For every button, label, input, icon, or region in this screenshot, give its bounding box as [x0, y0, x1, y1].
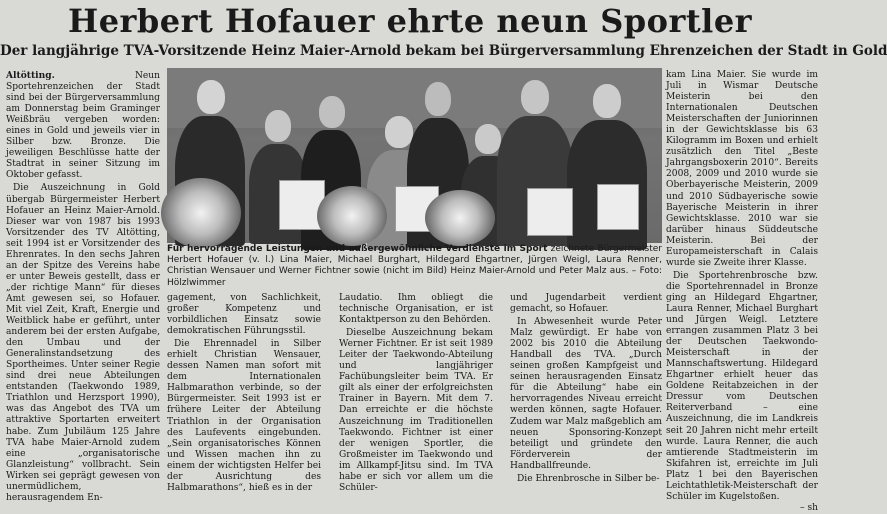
certificate — [597, 184, 639, 230]
paragraph: Die Ehrenbrosche in Silber be- — [517, 473, 660, 484]
article-subheadline: Der langjährige TVA-Vorsitzende Heinz Maier-Arnold bekam bei Bürgerversammlung Ehrenzeichen der Stadt in Gold — [0, 43, 887, 59]
paragraph: und Jugendarbeit verdient gemacht, so Hofauer. — [510, 293, 662, 315]
author-signature: – sh — [800, 502, 818, 513]
column-4 — [510, 293, 662, 484]
flower-bouquet — [317, 186, 387, 246]
flower-bouquet — [161, 178, 241, 248]
paragraph: Laudatio. Ihm obliegt die technische Organisation, er ist Kontaktperson zu den Behörden. — [339, 293, 493, 326]
paragraph: kam Lina Maier. Sie wurde im Juli in Wismar Deutsche Meisterin bei den Internationalen Deutschen Meisterschaften der Juniorinnen in der Gewichtsklasse bis 63 Kilogramm im Boxen und erhielt zusätzlich den Titel „Beste Jahrgangsboxerin 2010“. Bereits 2008, 2009 und 2010 wurde sie Oberbayerische Meisterin, 2009 und 2010 Südbayerische sowie Bayerische Meisterin in ihrer Gewichtsklasse. 2010 war sie darüber hinaus Süddeutsche Meisterin. Bei der Europameisterschaft in Calais wurde sie Zweite ihrer Klasse. — [666, 70, 818, 268]
paragraph: gagement, von Sachlichkeit, großer Kompetenz und vorbildlichen Einsatz sowie demokratischen Führungsstil. — [167, 293, 321, 337]
dateline: Altötting. — [6, 70, 55, 81]
article-headline: Herbert Hofauer ehrte neun Sportler — [67, 2, 753, 40]
column-2 — [167, 293, 321, 493]
photo-caption: Für hervorragende Leistungen und außergewöhnliche Verdienste im Sport zeichnete Bürgermeister Herbert Hofauer (v. l.) Lina Maier, Michael Burghart, Hildegard Ehgartner, Jürgen Weigl, Laura Renner, Christian Wensauer und Werner Fichtner sowie (nicht im Bild) Heinz Maier-Arnold und Peter Malz aus. – Foto: Hölzlwimmer — [167, 244, 662, 288]
article-photo — [167, 68, 662, 243]
paragraph: In Abwesenheit wurde Peter Malz gewürdigt. Er habe von 2002 bis 2010 die Abteilung Handball des TVA. „Durch seinen großen Kampfgeist und seinen herausragenden Einsatz für die Abteilung“ habe ein hervorragendes Niveau erreicht werden können, sagte Hofauer. Zudem war Malz maßgeblich am neuen Sponsoring-Konzept beteiligt und gründete den Förderverein der Handballfreunde. — [510, 317, 662, 471]
column-5 — [666, 70, 818, 513]
paragraph: Die Ehrennadel in Silber erhielt Christian Wensauer, dessen Namen man sofort mit dem Internationalen Halbmarathon verbinde, so der Bürgermeister. Seit 1993 ist er frühere Leiter der Abteilung Triathlon in der Organisation des Laufevents eingebunden. „Sein organisatorisches Können und Wissen machen ihn zu einem der wichtigsten Helfer bei der Ausrichtung des Halbmarathons“, hieß es in der — [167, 339, 321, 493]
certificate — [527, 188, 573, 236]
flower-bouquet — [425, 190, 495, 246]
column-1 — [6, 70, 160, 503]
column-3 — [339, 293, 493, 493]
paragraph: Die Auszeichnung in Gold übergab Bürgermeister Herbert Hofauer an Heinz Maier-Arnold. Dieser war von 1987 bis 1993 Vorsitzender des TV Altötting, seit 1994 ist er Vorsitzender des Ehrenrates. In den sechs Jahren an der Spitze des Vereins habe er unter Beweis gestellt, dass er „der richtige Mann“ für dieses Amt gewesen sei, so Hofauer. Mit viel Zeit, Kraft, Energie und Weitblick habe er geführt, unter anderem bei der ersten Aufgabe, den Umbau und der Generalinstandsetzung des Sportheimes. Unter seiner Regie sind drei neue Abteilungen entstanden (Taekwondo 1989, Triathlon und Herzsport 1990), was das Angebot des TVA um attraktive Sportarten erweitert habe. Zum Jubiläum 125 Jahre TVA habe Maier-Arnold zudem eine „organisatorische Glanzleistung“ vollbracht. Sein Wirken sei geprägt gewesen von unermüdlichem, herausragendem En- — [6, 183, 160, 503]
paragraph: Dieselbe Auszeichnung bekam Werner Fichtner. Er ist seit 1989 Leiter der Taekwondo-Abteilung und langjähriger Fachübungsleiter beim TVA. Er gilt als einer der erfolgreichsten Trainer in Bayern. Mit dem 7. Dan erreichte er die höchste Auszeichnung im Traditionellen Taekwondo. Fichtner ist einer der wenigen Sportler, die Großmeister im Taekwondo und im Allkampf-Jitsu sind. Im TVA habe er sich vor allem um die Schüler- — [339, 328, 493, 493]
paragraph: Altötting. Neun Sportehrenzeichen der Stadt sind bei der Bürgerversammlung am Donnerstag beim Graminger Weißbräu vergeben worden: eines in Gold und jeweils vier in Silber bzw. Bronze. Die jeweiligen Beschlüsse hatte der Stadtrat in seiner Sitzung im Oktober gefasst. — [6, 70, 160, 181]
paragraph: Die Sportehrenbrosche bzw. die Sportehrennadel in Bronze ging an Hildegard Ehgartner, Laura Renner, Michael Burghart und Jürgen Weigl. Letztere errangen zusammen Platz 3 bei der Deutschen Taekwondo-Meisterschaft in der Mannschaftswertung. Hildegard Ehgartner erhielt heuer das Goldene Reitabzeichen in der Dressur vom Deutschen Reiterverband – eine Auszeichnung, die im Landkreis seit 20 Jahren nicht mehr erteilt wurde. Laura Renner, die auch amtierende Stadtmeisterin im Skifahren ist, erreichte im Juli Platz 1 bei den Bayerischen Leichtathletik-Meisterschaft der Schüler im Kugelstoßen. — [666, 270, 818, 502]
